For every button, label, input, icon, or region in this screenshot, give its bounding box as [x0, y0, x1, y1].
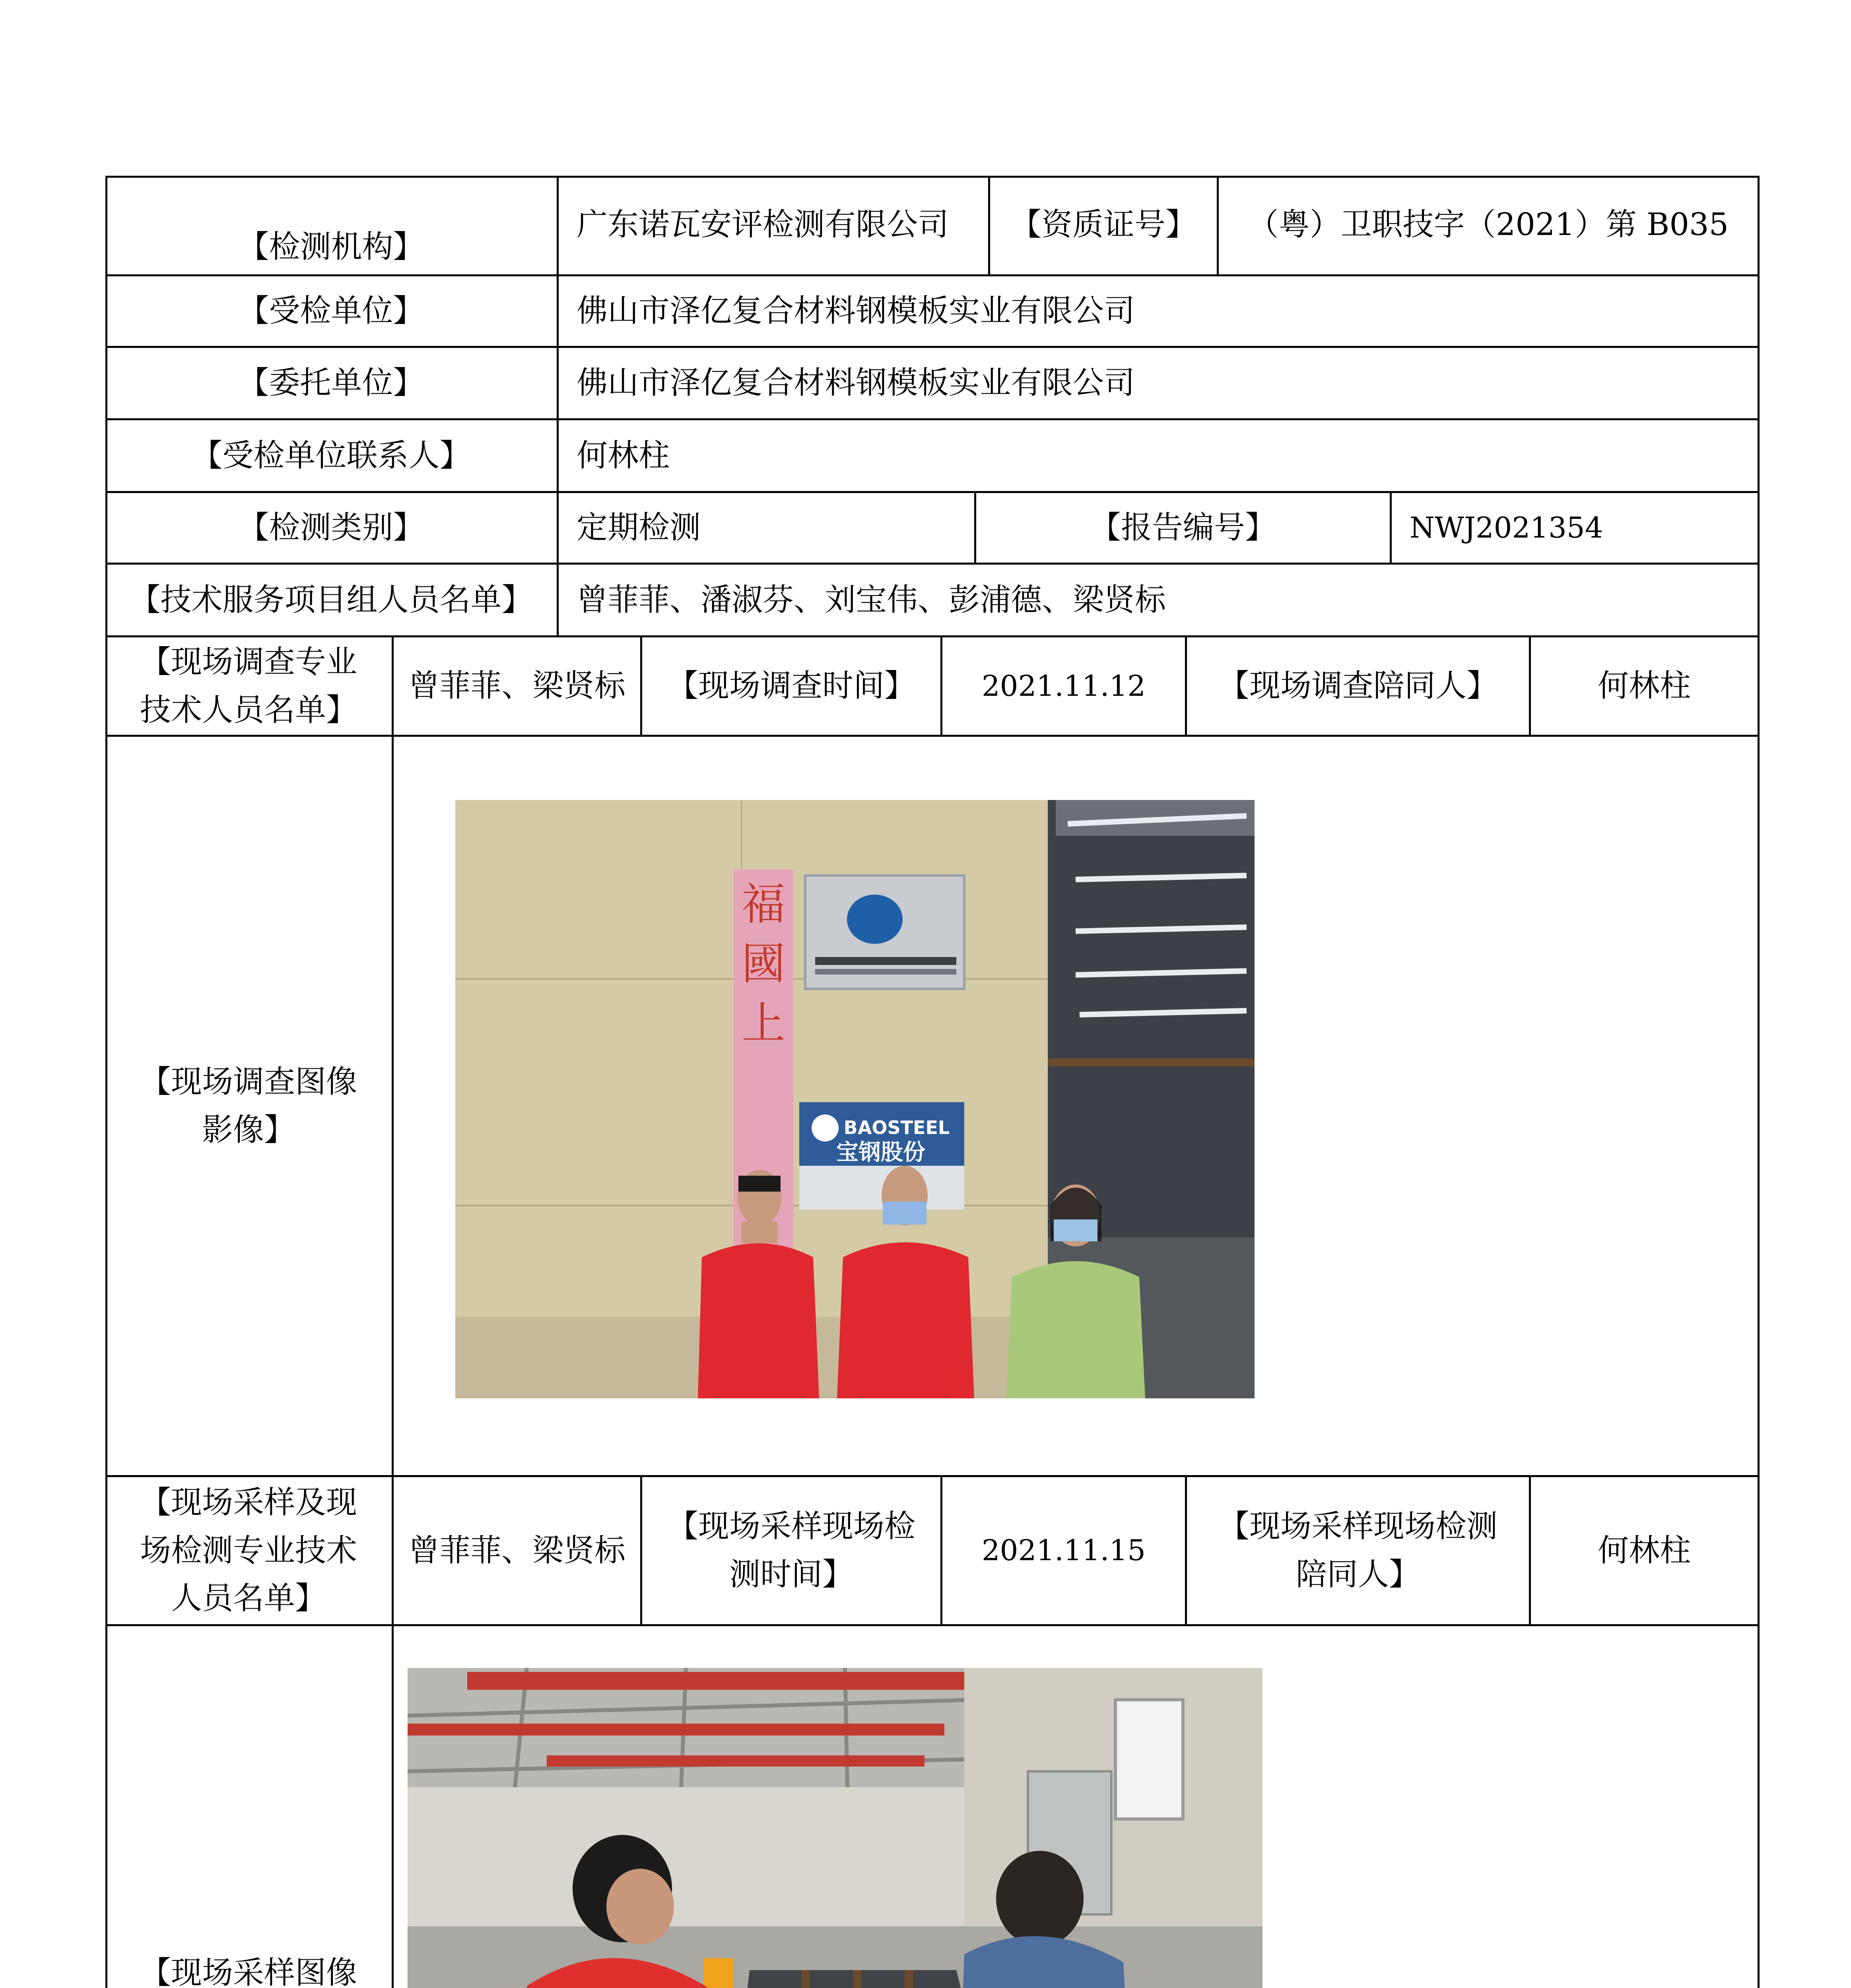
sign-chinese: 宝钢股份	[836, 1140, 925, 1165]
survey-staff-label: 【现场调查专业 技术人员名单】	[140, 644, 357, 728]
cert-label: 【资质证号】	[1010, 207, 1196, 243]
svg-text:福: 福	[742, 879, 785, 930]
org-value: 广东诺瓦安评检测有限公司	[577, 207, 949, 243]
inspected-label: 【受检单位】	[238, 293, 424, 329]
contact-label: 【受检单位联系人】	[191, 437, 471, 474]
row-survey	[105, 637, 1760, 735]
svg-text:上: 上	[742, 998, 785, 1049]
survey-time-value: 2021.11.12	[981, 669, 1146, 703]
team-value: 曾菲菲、潘淑芬、刘宝伟、彭浦德、梁贤标	[577, 582, 1166, 618]
survey-photo	[455, 800, 1255, 1398]
row-inspected	[105, 276, 1760, 346]
row-org	[105, 177, 1760, 274]
survey-time-label: 【现场调查时间】	[667, 668, 915, 704]
svg-text:國: 國	[742, 938, 785, 989]
survey-companion-label: 【现场调查陪同人】	[1218, 668, 1498, 704]
inspected-value: 佛山市泽亿复合材料钢模板实业有限公司	[577, 293, 1135, 329]
sampling-staff-value: 曾菲菲、梁贤标	[408, 1532, 625, 1569]
client-value: 佛山市泽亿复合材料钢模板实业有限公司	[577, 365, 1135, 401]
sampling-companion-value: 何林柱	[1597, 1532, 1691, 1569]
survey-staff-value: 曾菲菲、梁贤标	[408, 668, 625, 704]
row-client	[105, 348, 1760, 418]
report-label: 【报告编号】	[1090, 510, 1276, 546]
sampling-photo	[408, 1668, 1262, 1988]
survey-companion-value: 何林柱	[1597, 668, 1691, 704]
sampling-time-label: 【现场采样现场检 测时间】	[667, 1508, 915, 1592]
category-value: 定期检测	[577, 510, 701, 546]
survey-image-label: 【现场调查图像 影像】	[140, 1064, 357, 1148]
category-label: 【检测类别】	[238, 510, 424, 546]
contact-value: 何林柱	[577, 437, 670, 474]
report-value: NWJ2021354	[1410, 511, 1603, 544]
sampling-image-label: 【现场采样图像	[140, 1955, 357, 1988]
sign-brand: BAOSTEEL	[843, 1117, 950, 1138]
row-contact	[105, 420, 1760, 491]
sampling-time-value: 2021.11.15	[981, 1534, 1146, 1567]
team-label: 【技术服务项目组人员名单】	[129, 582, 533, 618]
row-sampling	[105, 1477, 1760, 1624]
row-team	[105, 565, 1760, 635]
cert-value: （粤）卫职技字（2021）第 B035	[1247, 207, 1729, 243]
client-label: 【委托单位】	[238, 365, 424, 401]
org-label: 【检测机构】	[238, 229, 424, 265]
sampling-companion-label: 【现场采样现场检测 陪同人】	[1218, 1508, 1498, 1592]
row-category	[105, 493, 1760, 563]
sampling-staff-label: 【现场采样及现 场检测专业技术 人员名单】	[140, 1484, 357, 1617]
